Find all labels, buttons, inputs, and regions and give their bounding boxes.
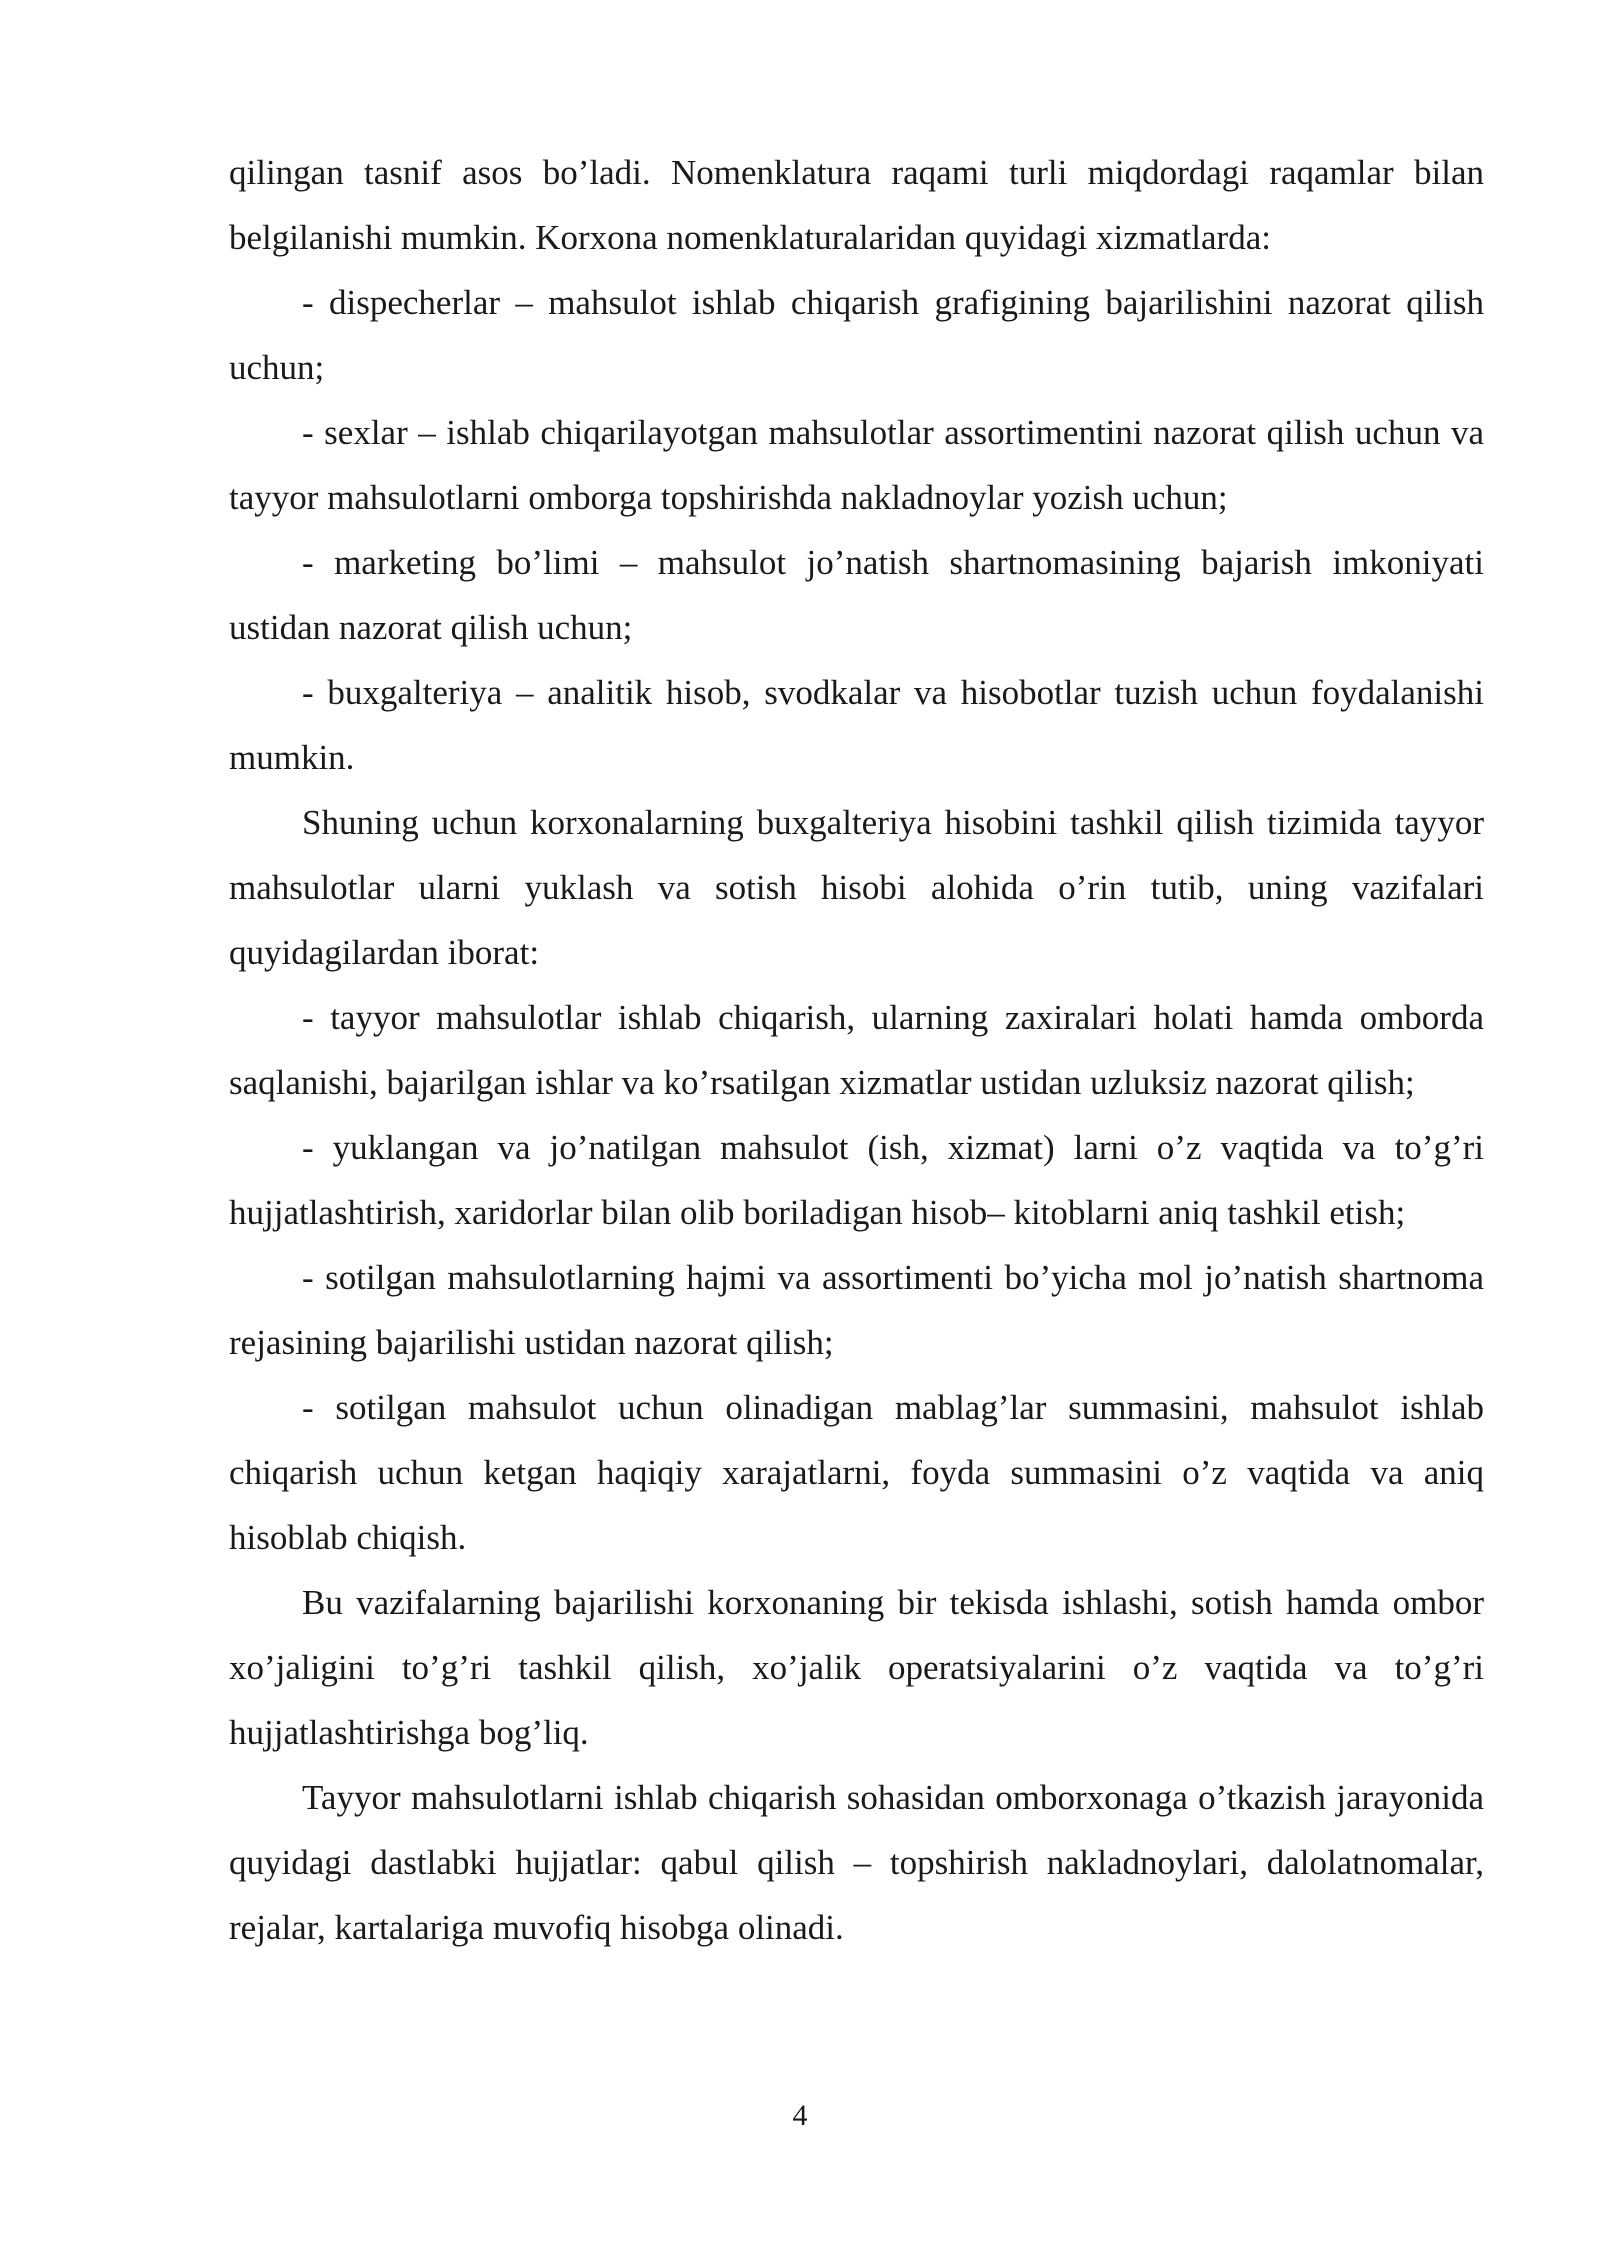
paragraph-dependency: Bu vazifalarning bajarilishi korxonaning bir tekisda ishlashi, sotish hamda ombor xo’jaligini to’g’ri tashkil qilish, xo’jalik operatsiyalarini o’z vaqtida va to’g’ri hujjatlashtirishga bog’liq.	[229, 1583, 1484, 1752]
body-text	[229, 140, 1484, 1960]
list-item-task-1: - tayyor mahsulotlar ishlab chiqarish, ularning zaxiralari holati hamda omborda saqlanishi, bajarilgan ishlar va ko’rsatilgan xizmatlar ustidan uzluksiz nazorat qilish;	[229, 998, 1484, 1102]
list-item-marketing: - marketing bo’limi – mahsulot jo’natish shartnomasining bajarish imkoniyati ustidan nazorat qilish uchun;	[229, 543, 1484, 647]
paragraph-continuation: qilingan tasnif asos bo’ladi. Nomenklatura raqami turli miqdordagi raqamlar bilan belgilanishi mumkin. Korxona nomenklaturalaridan quyidagi xizmatlarda:	[229, 153, 1484, 257]
list-item-task-2: - yuklangan va jo’natilgan mahsulot (ish, xizmat) larni o’z vaqtida va to’g’ri hujjatlashtirish, xaridorlar bilan olib boriladigan hisob– kitoblarni aniq tashkil etish;	[229, 1128, 1484, 1232]
page-number: 4	[792, 2099, 808, 2132]
paragraph-tasks-intro: Shuning uchun korxonalarning buxgalteriya hisobini tashkil qilish tizimida tayyor mahsulotlar ularni yuklash va sotish hisobi alohida o’rin tutib, uning vazifalari quyidagilardan iborat:	[229, 803, 1484, 972]
list-item-workshops: - sexlar – ishlab chiqarilayotgan mahsulotlar assortimentini nazorat qilish uchun va tayyor mahsulotlarni omborga topshirishda nakladnoylar yozish uchun;	[229, 413, 1484, 517]
list-item-task-3: - sotilgan mahsulotlarning hajmi va assortimenti bo’yicha mol jo’natish shartnoma rejasining bajarilishi ustidan nazorat qilish;	[229, 1258, 1484, 1362]
list-item-task-4: - sotilgan mahsulot uchun olinadigan mablag’lar summasini, mahsulot ishlab chiqarish uchun ketgan haqiqiy xarajatlarni, foyda summasini o’z vaqtida va aniq hisoblab chiqish.	[229, 1388, 1484, 1557]
paragraph-documents: Tayyor mahsulotlarni ishlab chiqarish sohasidan omborxonaga o’tkazish jarayonida quyidagi dastlabki hujjatlar: qabul qilish – topshirish nakladnoylari, dalolatnomalar, rejalar, kartalariga muvofiq hisobga olinadi.	[229, 1778, 1484, 1947]
list-item-accounting: - buxgalteriya – analitik hisob, svodkalar va hisobotlar tuzish uchun foydalanishi mumkin.	[229, 673, 1484, 777]
list-item-dispatchers: - dispecherlar – mahsulot ishlab chiqarish grafigining bajarilishini nazorat qilish uchun;	[229, 283, 1484, 387]
